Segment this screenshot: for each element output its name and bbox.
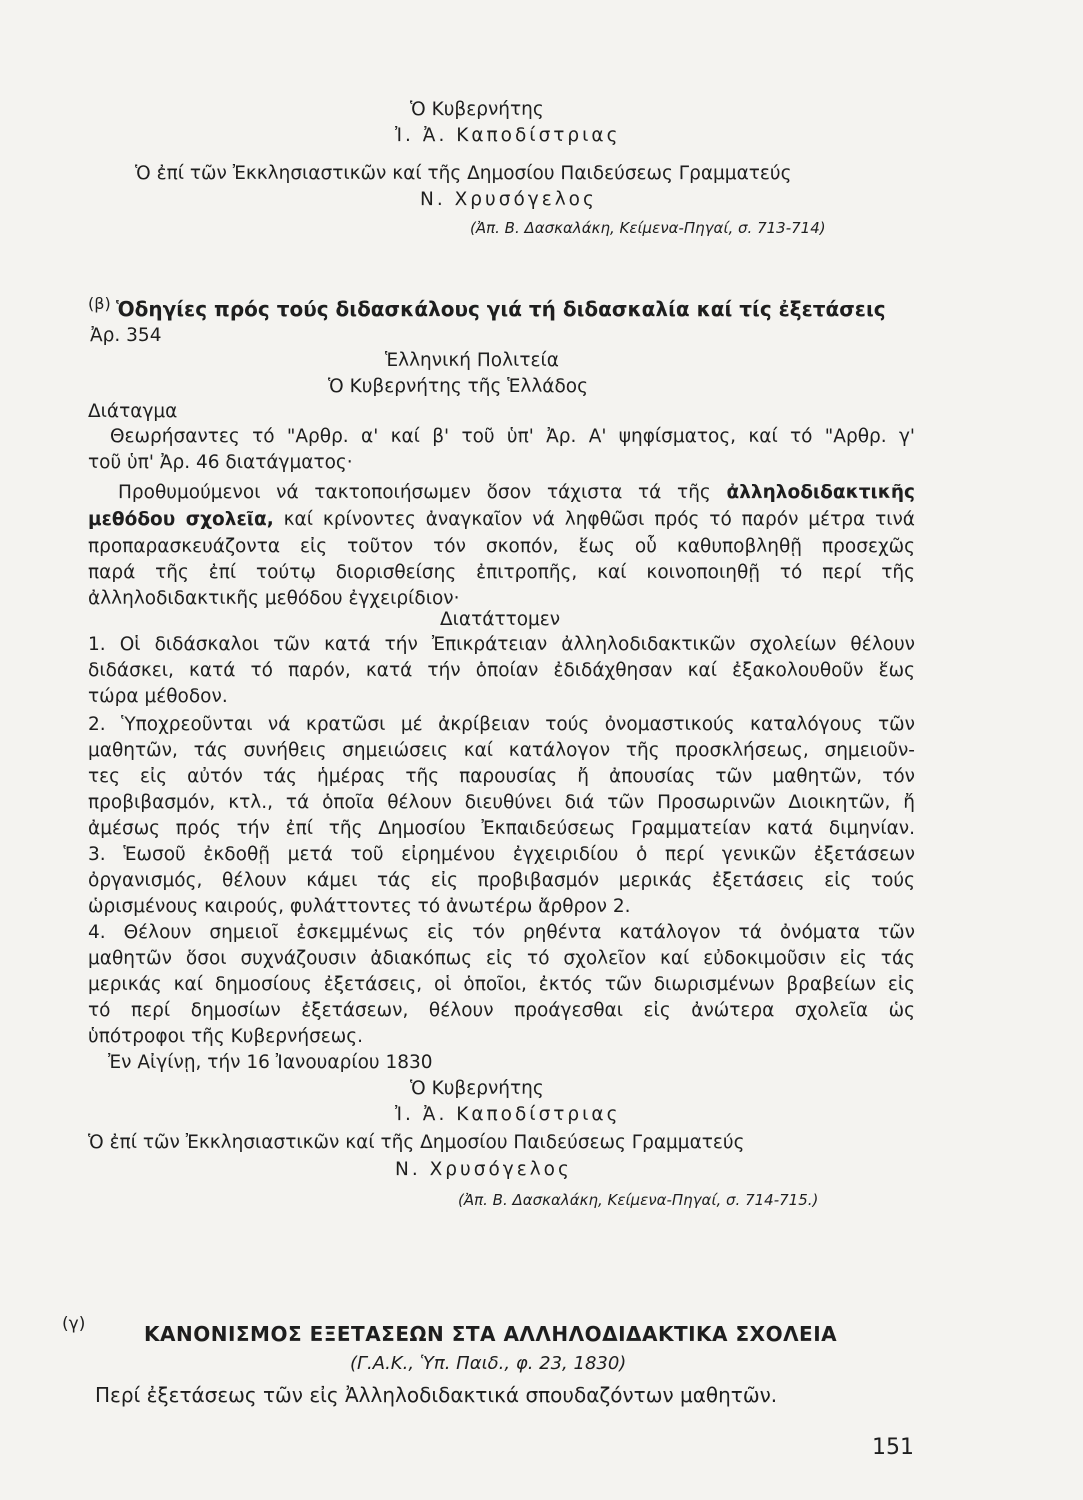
article-2-line: 2. Ὑποχρεοῦνται νά κρατῶσι μέ ἀκρίβειαν τούς ὀνομαστικούς καταλόγους τῶν (88, 714, 915, 735)
preamble-line: τοῦ ὑπ' Ἀρ. 46 διατάγματος· (88, 452, 353, 473)
article-2-line: μαθητῶν, τάς συνήθεις σημειώσεις καί κατάλογον τῆς προσκλήσεως, σημειοῦν- (88, 740, 915, 761)
signature-secretary-title: Ὁ ἐπί τῶν Ἐκκλησιαστικῶν καί τῆς Δημοσίου Παιδεύσεως Γραμματεύς (88, 1132, 745, 1153)
place-date: Ἐν Αἰγίνῃ, τήν 16 Ἰανουαρίου 1830 (108, 1052, 433, 1073)
paragraph-line (118, 481, 915, 505)
paragraph-line: ἀλληλοδιδακτικῆς μεθόδου ἐγχειρίδιον· (88, 588, 460, 609)
signature-governor-name: Ἰ. Ἀ. Καποδίστριας (395, 1104, 621, 1125)
archive-reference: (Γ.Α.Κ., Ὑπ. Παιδ., φ. 23, 1830) (350, 1353, 627, 1374)
source-citation: (Ἀπ. Β. Δασκαλάκη, Κείμενα-Πηγαί, σ. 713-714) (470, 219, 826, 237)
article-3-line: 3. Ἑωσοῦ ἐκδοθῇ μετά τοῦ εἰρημένου ἐγχειριδίου ὁ περί γενικῶν ἐξετάσεων (88, 844, 915, 865)
article-2-line: προβιβασμόν, κτλ., τά ὁποῖα θέλουν διευθύνει διά τῶν Προσωρινῶν Διοικητῶν, ἤ (88, 792, 915, 813)
governor-title: Ὁ Κυβερνήτης (410, 99, 544, 120)
state-name: Ἑλληνική Πολιτεία (385, 350, 559, 371)
emphasis-text: μεθόδου σχολεῖα, (88, 509, 274, 530)
article-2-line: ἀμέσως πρός τήν ἐπί τῆς Δημοσίου Ἐκπαιδεύσεως Γραμματείαν κατά διμηνίαν. (88, 818, 915, 839)
section-marker-g: (γ) (62, 1314, 86, 1334)
article-4-line: ὑπότροφοι τῆς Κυβερνήσεως. (88, 1026, 364, 1047)
section-title-g: ΚΑΝΟΝΙΣΜΟΣ ΕΞΕΤΑΣΕΩΝ ΣΤΑ ΑΛΛΗΛΟΔΙΔΑΚΤΙΚΑ ΣΧΟΛΕΙΑ (144, 1322, 838, 1346)
article-3-line: ὡρισμένους καιρούς, φυλάττοντες τό ἀνωτέρω ἄρθρον 2. (88, 896, 631, 917)
secretary-name: Ν. Χρυσόγελος (420, 189, 597, 210)
paragraph-line: προπαρασκευάζοντα εἰς τοῦτον τόν σκοπόν, ἕως οὗ καθυποβληθῇ προσεχῶς (88, 536, 915, 557)
section-marker-b: (β) (88, 294, 111, 313)
emphasis-text: ἀλληλοδιδακτικῆς (726, 482, 916, 503)
paragraph-text: Προθυμούμενοι νά τακτοποιήσωμεν ὅσον τάχιστα τά τῆς (118, 482, 711, 503)
signature-secretary-name: Ν. Χρυσόγελος (395, 1159, 572, 1180)
decree-label: Διάταγμα (88, 401, 178, 422)
article-1-line: διδάσκει, κατά τό παρόν, κατά τήν ὁποίαν ἐδιδάχθησαν καί ἐξακολουθοῦν ἕως (88, 660, 915, 681)
preamble-line: Θεωρήσαντες τό "Αρθρ. α' καί β' τοῦ ὑπ' Ἀρ. Α' ψηφίσματος, καί τό "Αρθρ. γ' (110, 426, 915, 447)
paragraph-line (88, 508, 915, 532)
signature-governor-title: Ὁ Κυβερνήτης (410, 1078, 544, 1099)
article-1-line: 1. Οἱ διδάσκαλοι τῶν κατά τήν Ἐπικράτειαν ἀλληλοδιδακτικῶν σχολείων θέλουν (88, 634, 915, 655)
decree-number: Ἀρ. 354 (90, 325, 162, 346)
article-4-line: τό περί δημοσίων ἐξετάσεων, θέλουν προάγεσθαι εἰς ἀνώτερα σχολεῖα ὡς (88, 1000, 915, 1021)
paragraph-line: παρά τῆς ἐπί τούτῳ διορισθείσης ἐπιτροπῆς, καί κοινοποιηθῇ τό περί τῆς (88, 562, 915, 583)
page-number: 151 (872, 1435, 914, 1460)
governor-name: Ἰ. Ἀ. Καποδίστριας (395, 125, 621, 146)
ordain-heading: Διατάττομεν (440, 609, 561, 630)
source-citation: (Ἀπ. Β. Δασκαλάκη, Κείμενα-Πηγαί, σ. 714-715.) (458, 1191, 819, 1209)
governor-of-greece: Ὁ Κυβερνήτης τῆς Ἑλλάδος (328, 376, 588, 397)
article-4-line: μερικάς καί δημοσίους ἐξετάσεις, οἱ ὁποῖοι, ἐκτός τῶν διωρισμένων βραβείων εἰς (88, 974, 915, 995)
article-4-line: μαθητῶν ὅσοι συχνάζουσιν ἀδιακόπως εἰς τό σχολεῖον καί εὐδοκιμοῦσιν εἰς τάς (88, 948, 915, 969)
paragraph-text: καί κρίνοντες ἀναγκαῖον νά ληφθῶσι πρός τό παρόν μέτρα τινά (283, 509, 915, 530)
article-2-line: τες εἰς αὐτόν τάς ἡμέρας τῆς παρουσίας ἤ ἀπουσίας τῶν μαθητῶν, τόν (88, 766, 915, 787)
secretary-title: Ὁ ἐπί τῶν Ἐκκλησιαστικῶν καί τῆς Δημοσίου Παιδεύσεως Γραμματεύς (135, 163, 792, 184)
article-4-line: 4. Θέλουν σημειοῖ ἐσκεμμένως εἰς τόν ρηθέντα κατάλογον τά ὀνόματα τῶν (88, 922, 915, 943)
article-1-line: τώρα μέθοδον. (88, 686, 228, 707)
section-heading-b: Ὁδηγίες πρός τούς διδασκάλους γιά τή διδασκαλία καί τίς ἐξετάσεις (116, 297, 886, 321)
section-subtitle-g: Περί ἐξετάσεως τῶν εἰς Ἀλληλοδιδακτικά σπουδαζόντων μαθητῶν. (95, 1383, 778, 1407)
article-3-line: ὀργανισμός, θέλουν κάμει τάς εἰς προβιβασμόν μερικάς ἐξετάσεις εἰς τούς (88, 870, 915, 891)
